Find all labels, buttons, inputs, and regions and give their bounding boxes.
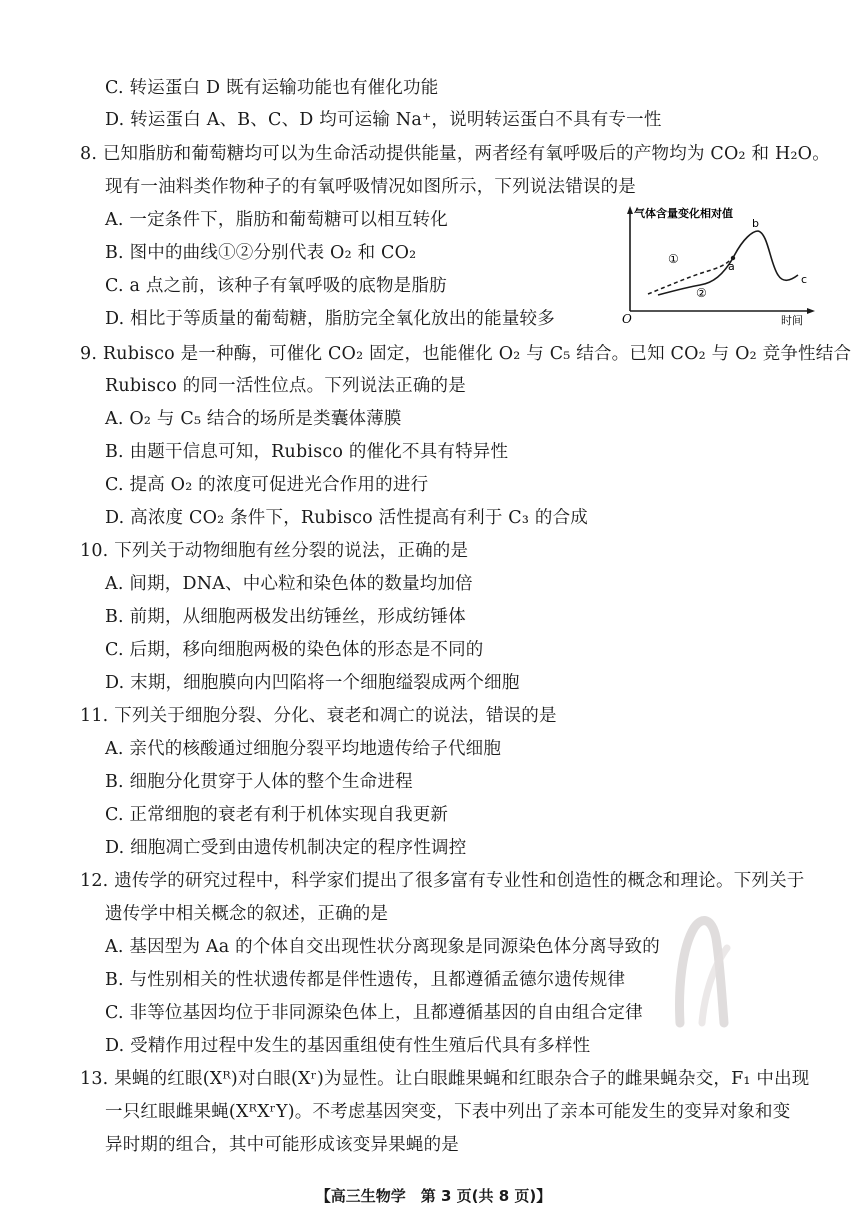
- q13-stem-line3: 异时期的组合，其中可能形成该变异果蝇的是: [105, 1135, 459, 1155]
- q12-option-a: A. 基因型为 Aa 的个体自交出现性状分离现象是同源染色体分离导致的: [105, 937, 660, 957]
- y-axis-label: 气体含量变化相对值: [634, 207, 733, 220]
- q9-option-c: C. 提高 O₂ 的浓度可促进光合作用的进行: [105, 475, 429, 495]
- q8-gas-curve-figure: [618, 203, 818, 328]
- q9-option-a: A. O₂ 与 C₅ 结合的场所是类囊体薄膜: [105, 409, 402, 429]
- point-c-label: c: [801, 273, 808, 286]
- q7-option-d: D. 转运蛋白 A、B、C、D 均可运输 Na⁺，说明转运蛋白不具有专一性: [105, 110, 662, 130]
- x-axis-arrow: [807, 308, 815, 314]
- q10-option-c: C. 后期，移向细胞两极的染色体的形态是不同的: [105, 640, 484, 660]
- curve-1-label: ①: [668, 252, 679, 266]
- watermark-stamp: [672, 908, 742, 1028]
- q12-stem-line2: 遗传学中相关概念的叙述，正确的是: [105, 904, 389, 924]
- q12-option-b: B. 与性别相关的性状遗传都是伴性遗传，且都遵循孟德尔遗传规律: [105, 970, 626, 990]
- q11-option-b: B. 细胞分化贯穿于人体的整个生命进程: [105, 772, 413, 792]
- point-b-label: b: [752, 217, 759, 230]
- x-axis-label: 时间: [781, 314, 803, 327]
- q8-stem-line2: 现有一油料类作物种子的有氧呼吸情况如图所示，下列说法错误的是: [105, 177, 636, 197]
- q8-stem-line1: 8. 已知脂肪和葡萄糖均可以为生命活动提供能量，两者经有氧呼吸后的产物均为 CO₂ 和 H₂O。: [80, 144, 830, 164]
- q10-option-d: D. 末期，细胞膜向内凹陷将一个细胞缢裂成两个细胞: [105, 673, 520, 693]
- curve-2-label: ②: [696, 286, 707, 300]
- origin-label: O: [622, 312, 632, 326]
- q11-option-a: A. 亲代的核酸通过细胞分裂平均地遗传给子代细胞: [105, 739, 502, 759]
- point-a-label: a: [728, 260, 735, 273]
- q13-stem-line1: 13. 果蝇的红眼(Xᴿ)对白眼(Xʳ)为显性。让白眼雌果蝇和红眼杂合子的雌果蝇杂交，F₁ 中出现: [80, 1069, 810, 1089]
- q10-option-b: B. 前期，从细胞两极发出纺锤丝，形成纺锤体: [105, 607, 466, 627]
- q8-option-c: C. a 点之前，该种子有氧呼吸的底物是脂肪: [105, 276, 447, 296]
- q12-option-d: D. 受精作用过程中发生的基因重组使有性生殖后代具有多样性: [105, 1036, 591, 1056]
- q7-option-c: C. 转运蛋白 D 既有运输功能也有催化功能: [105, 78, 439, 98]
- q9-stem-line2: Rubisco 的同一活性位点。下列说法正确的是: [105, 376, 466, 396]
- q12-stem-line1: 12. 遗传学的研究过程中，科学家们提出了很多富有专业性和创造性的概念和理论。下列关于: [80, 871, 805, 891]
- q8-option-a: A. 一定条件下，脂肪和葡萄糖可以相互转化: [105, 210, 448, 230]
- page-footer: 【高三生物学 第 3 页(共 8 页)】: [315, 1187, 552, 1205]
- q13-stem-line2: 一只红眼雌果蝇(XᴿXʳY)。不考虑基因突变，下表中列出了亲本可能发生的变异对象和变: [105, 1102, 791, 1122]
- curve-1-dashed: [648, 258, 733, 294]
- q11-option-c: C. 正常细胞的衰老有利于机体实现自我更新: [105, 805, 449, 825]
- q9-option-d: D. 高浓度 CO₂ 条件下，Rubisco 活性提高有利于 C₃ 的合成: [105, 508, 588, 528]
- y-axis-arrow: [627, 206, 633, 214]
- q10-stem: 10. 下列关于动物细胞有丝分裂的说法，正确的是: [80, 541, 469, 561]
- q10-option-a: A. 间期，DNA、中心粒和染色体的数量均加倍: [105, 574, 473, 594]
- q8-option-d: D. 相比于等质量的葡萄糖，脂肪完全氧化放出的能量较多: [105, 309, 555, 329]
- q9-option-b: B. 由题干信息可知，Rubisco 的催化不具有特异性: [105, 442, 509, 462]
- q11-option-d: D. 细胞凋亡受到由遗传机制决定的程序性调控: [105, 838, 467, 858]
- q8-option-b: B. 图中的曲线①②分别代表 O₂ 和 CO₂: [105, 243, 417, 263]
- q11-stem: 11. 下列关于细胞分裂、分化、衰老和凋亡的说法，错误的是: [80, 706, 557, 726]
- q9-stem-line1: 9. Rubisco 是一种酶，可催化 CO₂ 固定，也能催化 O₂ 与 C₅ 结合。已知 CO₂ 与 O₂ 竞争性结合: [80, 344, 852, 364]
- q12-option-c: C. 非等位基因均位于非同源染色体上，且都遵循基因的自由组合定律: [105, 1003, 643, 1023]
